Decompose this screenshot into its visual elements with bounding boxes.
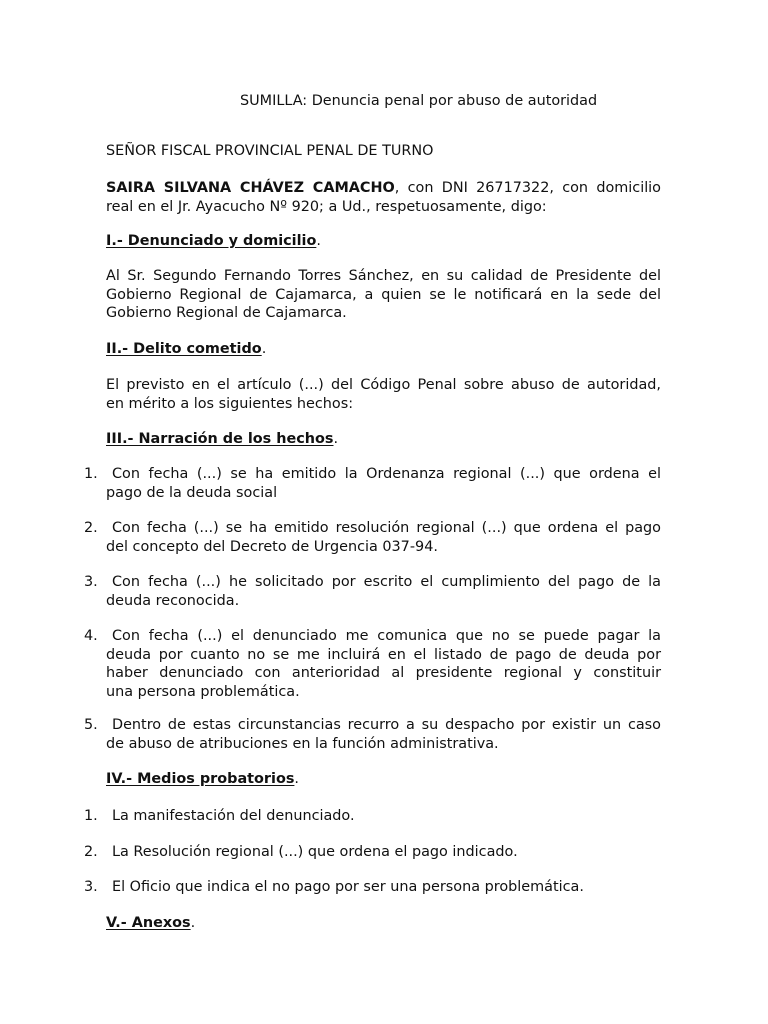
intro-line2: real en el Jr. Ayacucho Nº 920; a Ud., respetuosamente, digo:: [106, 198, 547, 215]
sumilla: SUMILLA: Denuncia penal por abuso de autoridad: [240, 93, 598, 109]
intro-line1-rest: , con DNI 26717322, con domicilio: [394, 180, 661, 196]
list-item: 1. Con fecha (...) se ha emitido la Ordenanza regional (...) que ordena el pago de la deuda social: [84, 466, 661, 501]
section-heading-3: III.- Narración de los hechos.: [106, 431, 339, 447]
list-item: 3. Con fecha (...) he solicitado por escrito el cumplimiento del pago de la deuda reconocida.: [84, 574, 661, 609]
section-2-body: [106, 376, 661, 413]
body-line: El previsto en el artículo (...) del Código Penal sobre abuso de autoridad,: [106, 377, 661, 393]
body-line: Gobierno Regional de Cajamarca.: [106, 305, 347, 322]
intro-paragraph: [106, 179, 661, 216]
list-item: 4. Con fecha (...) el denunciado me comunica que no se puede pagar la deuda por cuanto no se me incluirá en el listado de pago de deuda por haber denunciado con anterioridad al presidente regional y constituir una persona problemática.: [84, 628, 661, 700]
section-title-5: V.- Anexos: [106, 915, 191, 931]
body-line: en mérito a los siguientes hechos:: [106, 395, 354, 412]
section-heading-4: IV.- Medios probatorios.: [106, 771, 299, 787]
complainant-name: SAIRA SILVANA CHÁVEZ CAMACHO: [106, 180, 395, 196]
section-title-2: II.- Delito cometido: [106, 341, 262, 357]
body-line: Gobierno Regional de Cajamarca, a quien se le notificará en la sede del: [106, 286, 661, 303]
section-title-3: III.- Narración de los hechos: [106, 431, 334, 447]
list-item: 5. Dentro de estas circunstancias recurro a su despacho por existir un caso de abuso de atribuciones en la función administrativa.: [84, 717, 661, 752]
list-item: 2. Con fecha (...) se ha emitido resolución regional (...) que ordena el pago del concepto del Decreto de Urgencia 037-94.: [84, 520, 661, 555]
addressee: SEÑOR FISCAL PROVINCIAL PENAL DE TURNO: [106, 143, 434, 159]
section-heading-5: V.- Anexos.: [106, 915, 196, 931]
section-heading-2: II.- Delito cometido.: [106, 341, 267, 357]
section-1-body: [106, 267, 661, 323]
body-line: Al Sr. Segundo Fernando Torres Sánchez, en su calidad de Presidente del: [106, 268, 661, 284]
list-item: 3. El Oficio que indica el no pago por ser una persona problemática.: [84, 879, 584, 895]
section-title-1: I.- Denunciado y domicilio: [106, 233, 317, 249]
list-item: 1. La manifestación del denunciado.: [84, 808, 355, 824]
section-title-4: IV.- Medios probatorios: [106, 771, 295, 787]
list-item: 2. La Resolución regional (...) que ordena el pago indicado.: [84, 844, 518, 860]
section-heading-1: I.- Denunciado y domicilio.: [106, 233, 321, 249]
